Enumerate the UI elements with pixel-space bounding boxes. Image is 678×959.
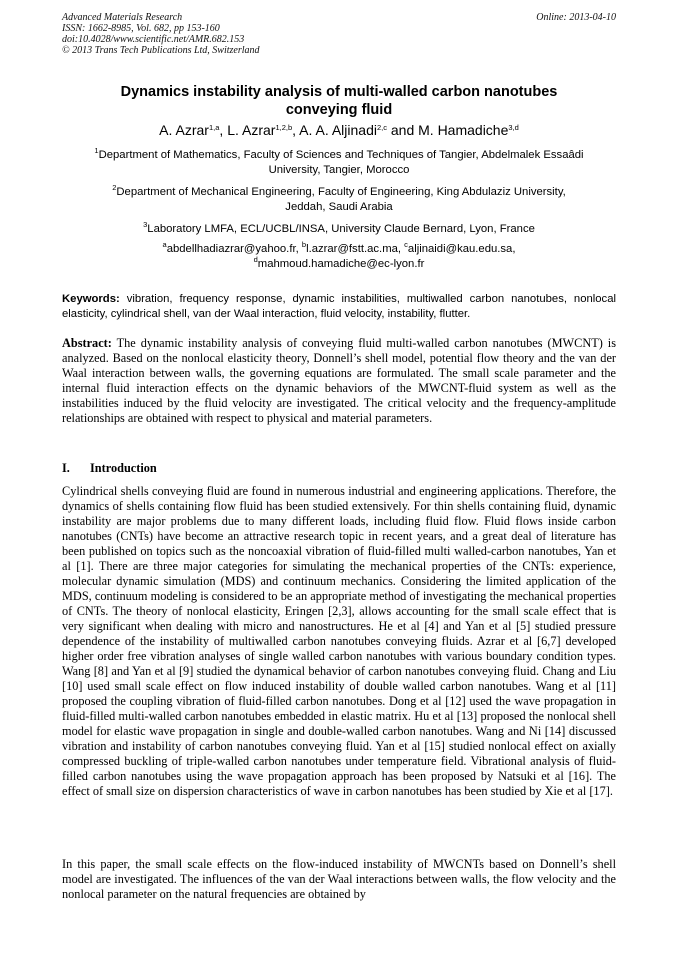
email-mark: d — [253, 255, 258, 264]
affiliation-line: Laboratory LMFA, ECL/UCBL/INSA, University Claude Bernard, Lyon, France — [147, 223, 535, 235]
affiliation-line: University, Tangier, Morocco — [268, 164, 410, 176]
email-link[interactable]: abdellhadiazrar@yahoo.fr — [166, 243, 296, 255]
affiliation-3 — [62, 222, 616, 237]
author-affiliation-mark: 3,d — [508, 123, 519, 132]
author-affiliation-mark: 2,c — [376, 123, 387, 132]
author-affiliation-mark: 1,a — [208, 123, 220, 132]
author-name: A. A. Aljinadi — [299, 122, 377, 138]
affiliation-number: 3 — [143, 220, 148, 229]
author-name: L. Azrar — [227, 122, 276, 138]
email-list — [62, 242, 616, 272]
abstract-paragraph — [62, 336, 616, 426]
author-name: A. Azrar — [159, 122, 209, 138]
intro-paragraph-1: Cylindrical shells conveying fluid are found in numerous industrial and engineering applications. Therefore, the dynamics of shells containing flow fluid has been studied extensively. For thin shells containing fluid, dynamic instability are major problems due to many different loads, including fluid flow. Fluid flows inside carbon nanotubes (CNTs) have become an attractive research topic in recent years, and a great deal of literature has been published on topics such as the noncoaxial vibration of fluid-filled multi walled-carbon nanotubes, Yan et al [1]. There are three major categories for simulating the mechanical properties of the CNTs: experience, molecular dynamic simulation (MDS) and continuum mechanics. Considering the limited application of the MDS, continuum modeling is considered to be an appropriate method of investigating the mechanical properties of CNTs. The theory of nonlocal elasticity, Eringen [2,3], allows accounting for the small scale effect that is very significant when dealing with micro and nanostructures. He et al [4] and Yan et al [5] studied pressure dependence of the instability of multiwalled carbon nanotubes conveying fluids. Azrar et al [6,7] developed higher order free vibration analyses of single walled carbon nanotubes with various boundary condition types. Wang [8] and Yan et al [9] studied the dynamical behavior of carbon nanotubes conveying fluid. Chang and Liu [10] used small scale effect on flow induced instability of double walled carbon nanotubes. Wang et al [11] proposed the coupling vibration of fluid-filled carbon nanotubes. Dong et al [12] used the wave propagation in fluid-filled multi-walled carbon nanotubes embedded in elastic matrix. Hu et al [13] proposed the nonlocal shell model for elastic wave propagation in single and double-walled carbon nanotubes. Wang and Ni [14] discussed vibration and instability of carbon nanotubes conveying fluid. Yan et al [15] studied nonlocal effect on axially compressed buckling of triple-walled carbon nanotubes under temperature field. Vibrational analysis of fluid-filled carbon nanotubes using the wave propagation approach has been proposed by Natsuki et al [16]. The effect of small size on dispersion characteristics of wave in carbon nanotubes has been studied by Xie et al [17]. — [62, 484, 616, 798]
author-list — [62, 121, 616, 139]
keywords-label: Keywords: — [62, 293, 120, 305]
affiliation-2 — [62, 185, 616, 215]
author-separator: , — [219, 122, 228, 138]
issn-line: ISSN: 1662-8985, Vol. 682, pp 153-160 — [62, 23, 220, 34]
email-link[interactable]: l.azrar@fstt.ac.ma — [306, 243, 398, 255]
journal-header — [62, 12, 260, 56]
abstract-label: Abstract: — [62, 336, 112, 350]
email-separator: , — [397, 243, 405, 255]
abstract-text: The dynamic instability analysis of conveying fluid multi-walled carbon nanotubes (MWCNT) is analyzed. Based on the nonlocal elasticity theory, Donnell’s shell model, potential flow theory and the van der Waal interaction between walls, the governing equations are formulated. The small scale parameter and the internal fluid interaction effects on the dynamic behaviors of the MWCNT-fluid system as well as the instabilities induced by the fluid velocity are investigated. The critical velocity and the frequency-amplitude relationships are obtained with respect to physical and material parameters. — [62, 336, 617, 425]
keywords-text: vibration, frequency response, dynamic instabilities, multiwalled carbon nanotubes, nonlocal elasticity, cylindrical shell, van der Waal interaction, fluid velocity, instability, flutter. — [62, 293, 616, 320]
email-mark: b — [301, 240, 307, 249]
title-line-1: Dynamics instability analysis of multi-walled carbon nanotubes — [120, 84, 558, 100]
copyright-line: © 2013 Trans Tech Publications Ltd, Switzerland — [62, 45, 260, 56]
email-separator: , — [295, 243, 302, 255]
author-name: M. Hamadiche — [418, 122, 509, 138]
title-line-2: conveying fluid — [285, 102, 393, 118]
affiliation-line: Department of Mathematics, Faculty of Sciences and Techniques of Tangier, Abdelmalek Essaâdi — [98, 149, 584, 161]
email-mark: a — [162, 240, 167, 249]
section-title: Introduction — [90, 461, 157, 475]
keywords-paragraph — [62, 292, 616, 321]
online-date: Online: 2013-04-10 — [536, 12, 616, 23]
email-link[interactable]: mahmoud.hamadiche@ec-lyon.fr — [257, 258, 425, 270]
journal-name: Advanced Materials Research — [62, 12, 183, 23]
affiliation-1 — [62, 148, 616, 178]
author-affiliation-mark: 1,2,b — [275, 123, 293, 132]
intro-paragraph-2: In this paper, the small scale effects on the flow-induced instability of MWCNTs based on Donnell’s shell model are investigated. The influences of the van der Waal interactions between walls, the flow velocity and the nonlocal parameter on the natural frequencies are obtained by — [62, 857, 616, 901]
email-link[interactable]: aljinaidi@kau.edu.sa — [407, 243, 513, 255]
affiliation-line: Jeddah, Saudi Arabia — [285, 201, 393, 213]
affiliation-line: Department of Mechanical Engineering, Faculty of Engineering, King Abdulaziz University, — [116, 186, 566, 198]
author-separator: and — [386, 122, 419, 138]
section-number: I. — [62, 461, 70, 475]
section-heading — [62, 461, 157, 476]
doi-line[interactable]: doi:10.4028/www.scientific.net/AMR.682.153 — [62, 34, 245, 45]
paper-title — [62, 83, 616, 119]
affiliation-number: 1 — [94, 146, 99, 155]
email-separator: , — [512, 243, 516, 255]
affiliation-number: 2 — [112, 183, 117, 192]
email-mark: c — [404, 240, 408, 249]
author-separator: , — [292, 122, 300, 138]
